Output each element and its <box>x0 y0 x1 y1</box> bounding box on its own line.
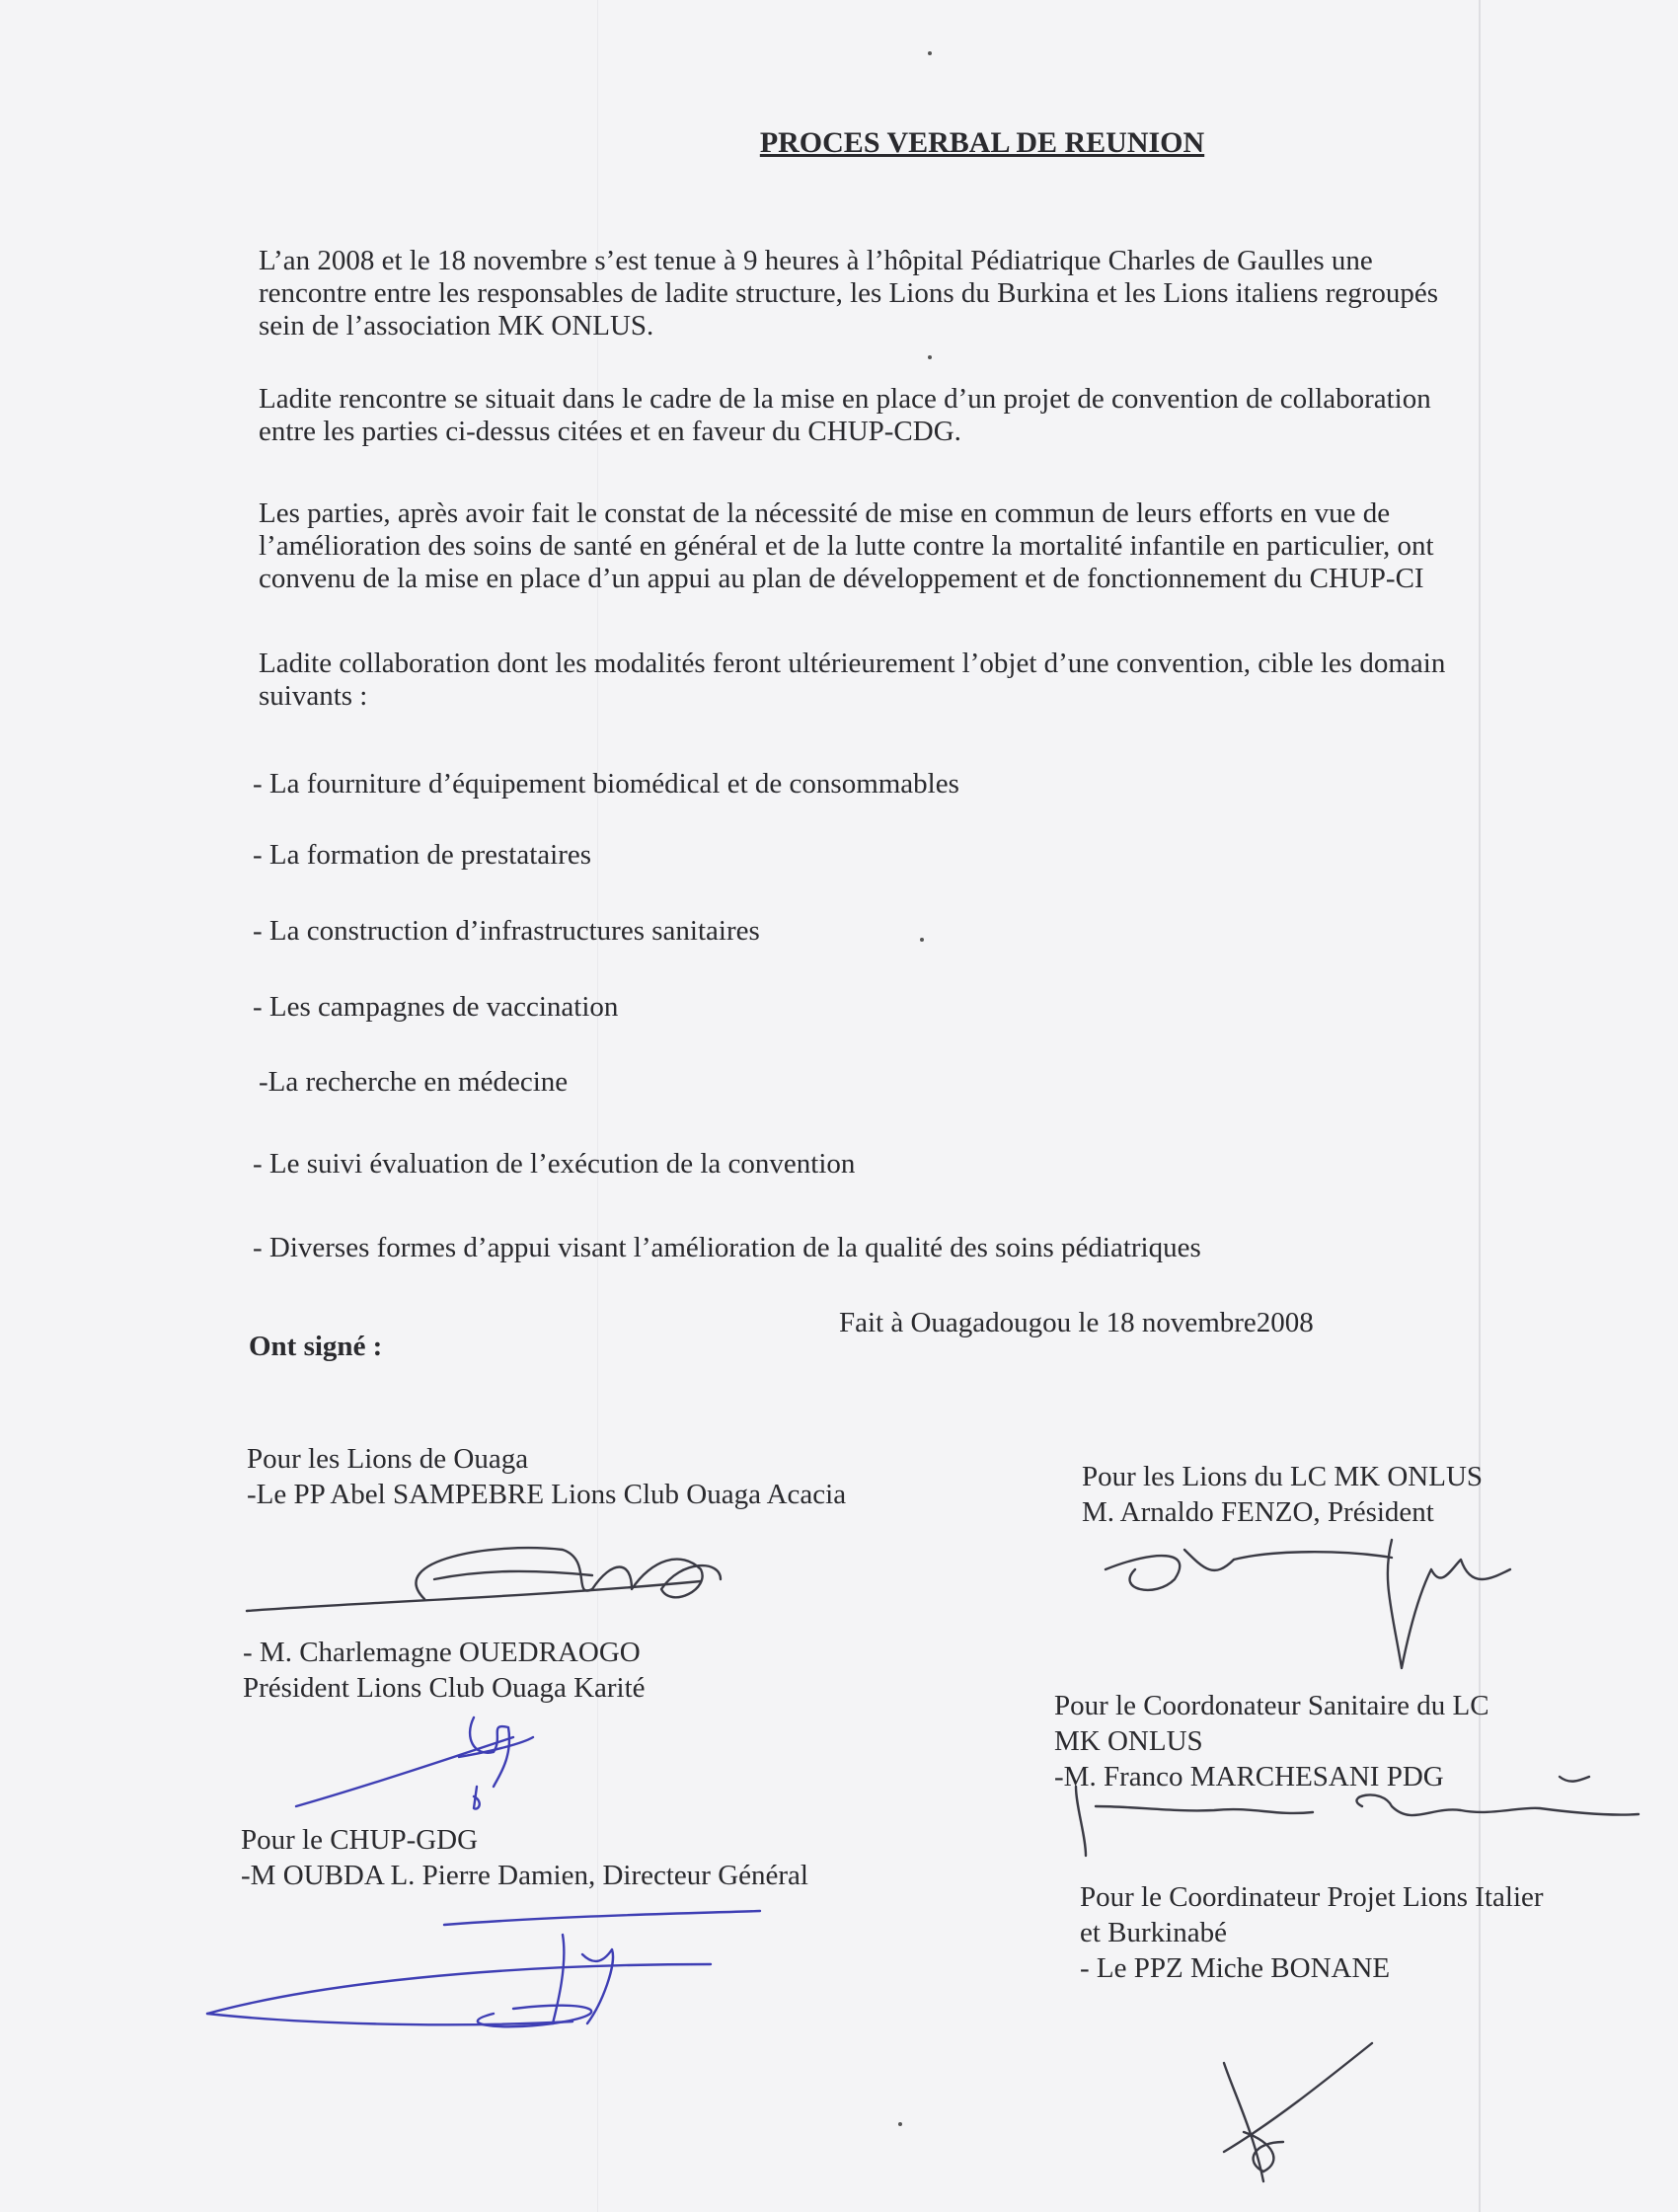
signatory-coordinateur-projet: Pour le Coordinateur Projet Lions Italier et Burkinabé - Le PPZ Miche BONANE <box>1080 1881 1544 1984</box>
domain-item: - La fourniture d’équipement biomédical et de consommables <box>253 768 959 800</box>
domain-item: - Les campagnes de vaccination <box>253 991 619 1023</box>
signatory-coordonateur-sanitaire: Pour le Coordonateur Sanitaire du LC MK ONLUS -M. Franco MARCHESANI PDG <box>1054 1690 1489 1792</box>
signatory-chup: Pour le CHUP-GDG -M OUBDA L. Pierre Damien, Directeur Général <box>241 1824 808 1891</box>
speck <box>920 938 924 942</box>
paragraph-intro: L’an 2008 et le 18 novembre s’est tenue à 9 heures à l’hôpital Pédiatrique Charles de Gaulles une rencontre entre les responsables de ladite structure, les Lions du Burkina et les Lions italiens regroupés sein de l’association MK ONLUS. <box>259 245 1439 342</box>
domain-item: - La formation de prestataires <box>253 839 592 871</box>
document-title: PROCES VERBAL DE REUNION <box>759 126 1205 159</box>
signatory-mk-onlus: Pour les Lions du LC MK ONLUS M. Arnaldo FENZO, Président <box>1082 1461 1484 1528</box>
signature-sampebre <box>237 1520 750 1629</box>
paragraph-parties: Les parties, après avoir fait le constat de la nécessité de mise en commun de leurs efforts en vue de l’amélioration des soins de santé en général et de la lutte contre la mortalité infantile en particulier, ont convenu de la mise en place d’un appui au plan de développement et de fonctionnement du CHUP-CI <box>259 497 1434 594</box>
domain-item: - La construction d’infrastructures sanitaires <box>253 915 760 947</box>
signature-fenzo <box>1096 1510 1530 1678</box>
speck <box>898 2122 902 2126</box>
signature-marchesani <box>1056 1767 1648 1866</box>
signature-oubda <box>197 1905 790 2043</box>
signature-ouedraogo <box>286 1678 543 1836</box>
signatory-lions-karite: - M. Charlemagne OUEDRAOGO Président Lions Club Ouaga Karité <box>243 1637 646 1704</box>
signatory-lions-ouaga: Pour les Lions de Ouaga -Le PP Abel SAMPEBRE Lions Club Ouaga Acacia <box>247 1443 847 1510</box>
speck <box>928 51 932 55</box>
domain-item: - Diverses formes d’appui visant l’amélioration de la qualité des soins pédiatriques <box>253 1232 1201 1263</box>
paragraph-context: Ladite rencontre se situait dans le cadre de la mise en place d’un projet de convention de collaboration entre les parties ci-dessus citées et en faveur du CHUP-CDG. <box>259 383 1431 447</box>
place-date: Fait à Ouagadougou le 18 novembre2008 <box>839 1307 1314 1338</box>
signature-bonane <box>1204 2033 1392 2211</box>
domain-item: - Le suivi évaluation de l’exécution de la convention <box>253 1148 856 1180</box>
domain-item: -La recherche en médecine <box>259 1066 569 1098</box>
paragraph-collaboration: Ladite collaboration dont les modalités feront ultérieurement l’objet d’une convention, cible les domain suivants : <box>259 648 1446 712</box>
signed-heading: Ont signé : <box>249 1331 383 1362</box>
speck <box>928 355 932 359</box>
